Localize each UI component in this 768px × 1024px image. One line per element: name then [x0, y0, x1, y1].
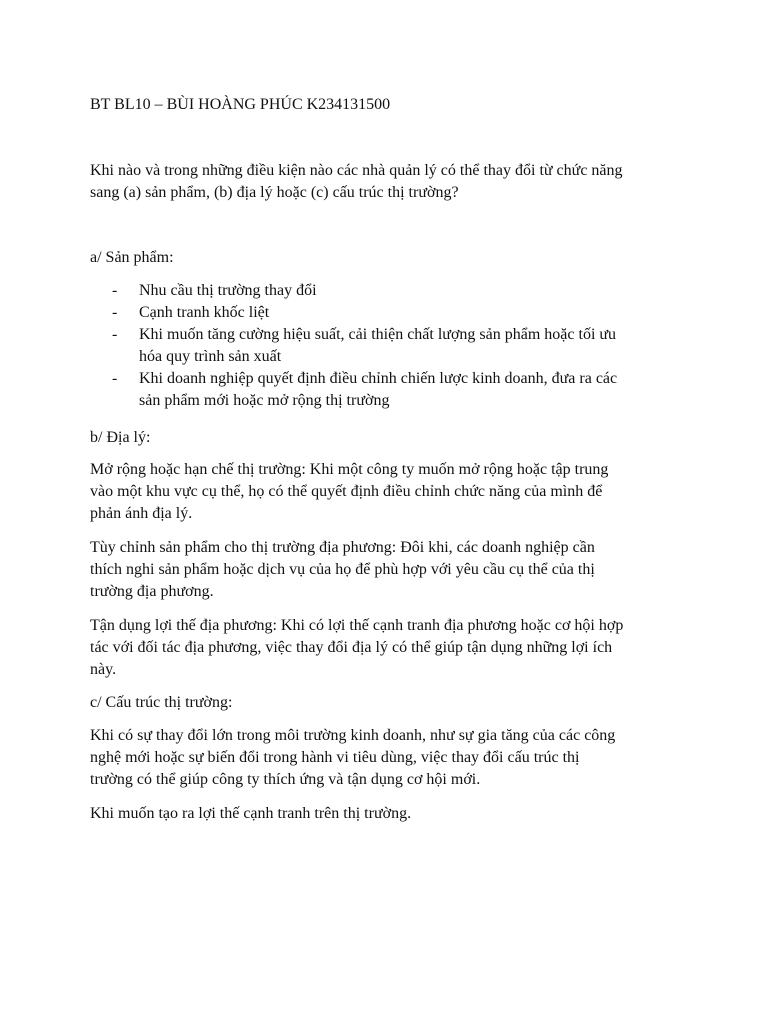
list-item	[112, 280, 617, 302]
section-a-heading: a/ Sản phẩm:	[90, 249, 174, 266]
paragraph-line: trường có thể giúp công ty thích ứng và tận dụng cơ hội mới.	[90, 771, 481, 788]
list-item-text: Khi muốn tăng cường hiệu suất, cải thiện chất lượng sản phẩm hoặc tối ưu	[139, 326, 617, 343]
paragraph-line: trường địa phương.	[90, 583, 214, 600]
paragraph-line: Tùy chỉnh sản phẩm cho thị trường địa phương: Đôi khi, các doanh nghiệp cần	[90, 539, 595, 556]
bullet-dash: -	[112, 304, 118, 321]
paragraph-line: này.	[90, 661, 117, 678]
question-line: Khi nào và trong những điều kiện nào các nhà quản lý có thể thay đổi từ chức năng	[90, 162, 623, 179]
paragraph-line: nghệ mới hoặc sự biến đổi trong hành vi tiêu dùng, việc thay đổi cấu trúc thị	[90, 749, 580, 766]
list-item-text: sản phẩm mới hoặc mở rộng thị trường	[139, 392, 390, 409]
paragraph-line: tác với đối tác địa phương, việc thay đổi địa lý có thể giúp tận dụng những lợi ích	[90, 639, 613, 656]
paragraph-line: phản ánh địa lý.	[90, 505, 193, 522]
section-a-list	[112, 280, 617, 412]
paragraph	[90, 537, 595, 603]
list-item	[112, 302, 617, 324]
list-item-text: hóa quy trình sản xuất	[139, 348, 282, 365]
list-item-text: Khi doanh nghiệp quyết định điều chỉnh chiến lược kinh doanh, đưa ra các	[139, 370, 618, 387]
paragraph-line: Khi muốn tạo ra lợi thế cạnh tranh trên thị trường.	[90, 805, 412, 822]
document-title: BT BL10 – BÙI HOÀNG PHÚC K234131500	[90, 96, 391, 113]
list-item-text: Cạnh tranh khốc liệt	[139, 304, 270, 321]
question-paragraph	[90, 160, 623, 204]
paragraph	[90, 615, 623, 681]
paragraph	[90, 459, 608, 525]
list-item-text: Nhu cầu thị trường thay đổi	[139, 282, 317, 299]
list-item	[112, 324, 617, 368]
paragraph-line: vào một khu vực cụ thể, họ có thể quyết định điều chỉnh chức năng của mình để	[90, 483, 603, 500]
bullet-dash: -	[112, 326, 118, 343]
paragraph-line: Tận dụng lợi thế địa phương: Khi có lợi thế cạnh tranh địa phương hoặc cơ hội hợp	[90, 617, 624, 634]
paragraph	[90, 803, 411, 825]
list-item	[112, 368, 617, 412]
paragraph	[90, 725, 615, 791]
section-b-heading: b/ Địa lý:	[90, 429, 151, 446]
bullet-dash: -	[112, 370, 118, 387]
bullet-dash: -	[112, 282, 118, 299]
paragraph-line: Mở rộng hoặc hạn chế thị trường: Khi một công ty muốn mở rộng hoặc tập trung	[90, 461, 609, 478]
question-line: sang (a) sản phẩm, (b) địa lý hoặc (c) cấu trúc thị trường?	[90, 184, 459, 201]
paragraph-line: Khi có sự thay đổi lớn trong môi trường kinh doanh, như sự gia tăng của các công	[90, 727, 616, 744]
section-c-heading: c/ Cấu trúc thị trường:	[90, 694, 233, 711]
paragraph-line: thích nghi sản phẩm hoặc dịch vụ của họ để phù hợp với yêu cầu cụ thể của thị	[90, 561, 595, 578]
